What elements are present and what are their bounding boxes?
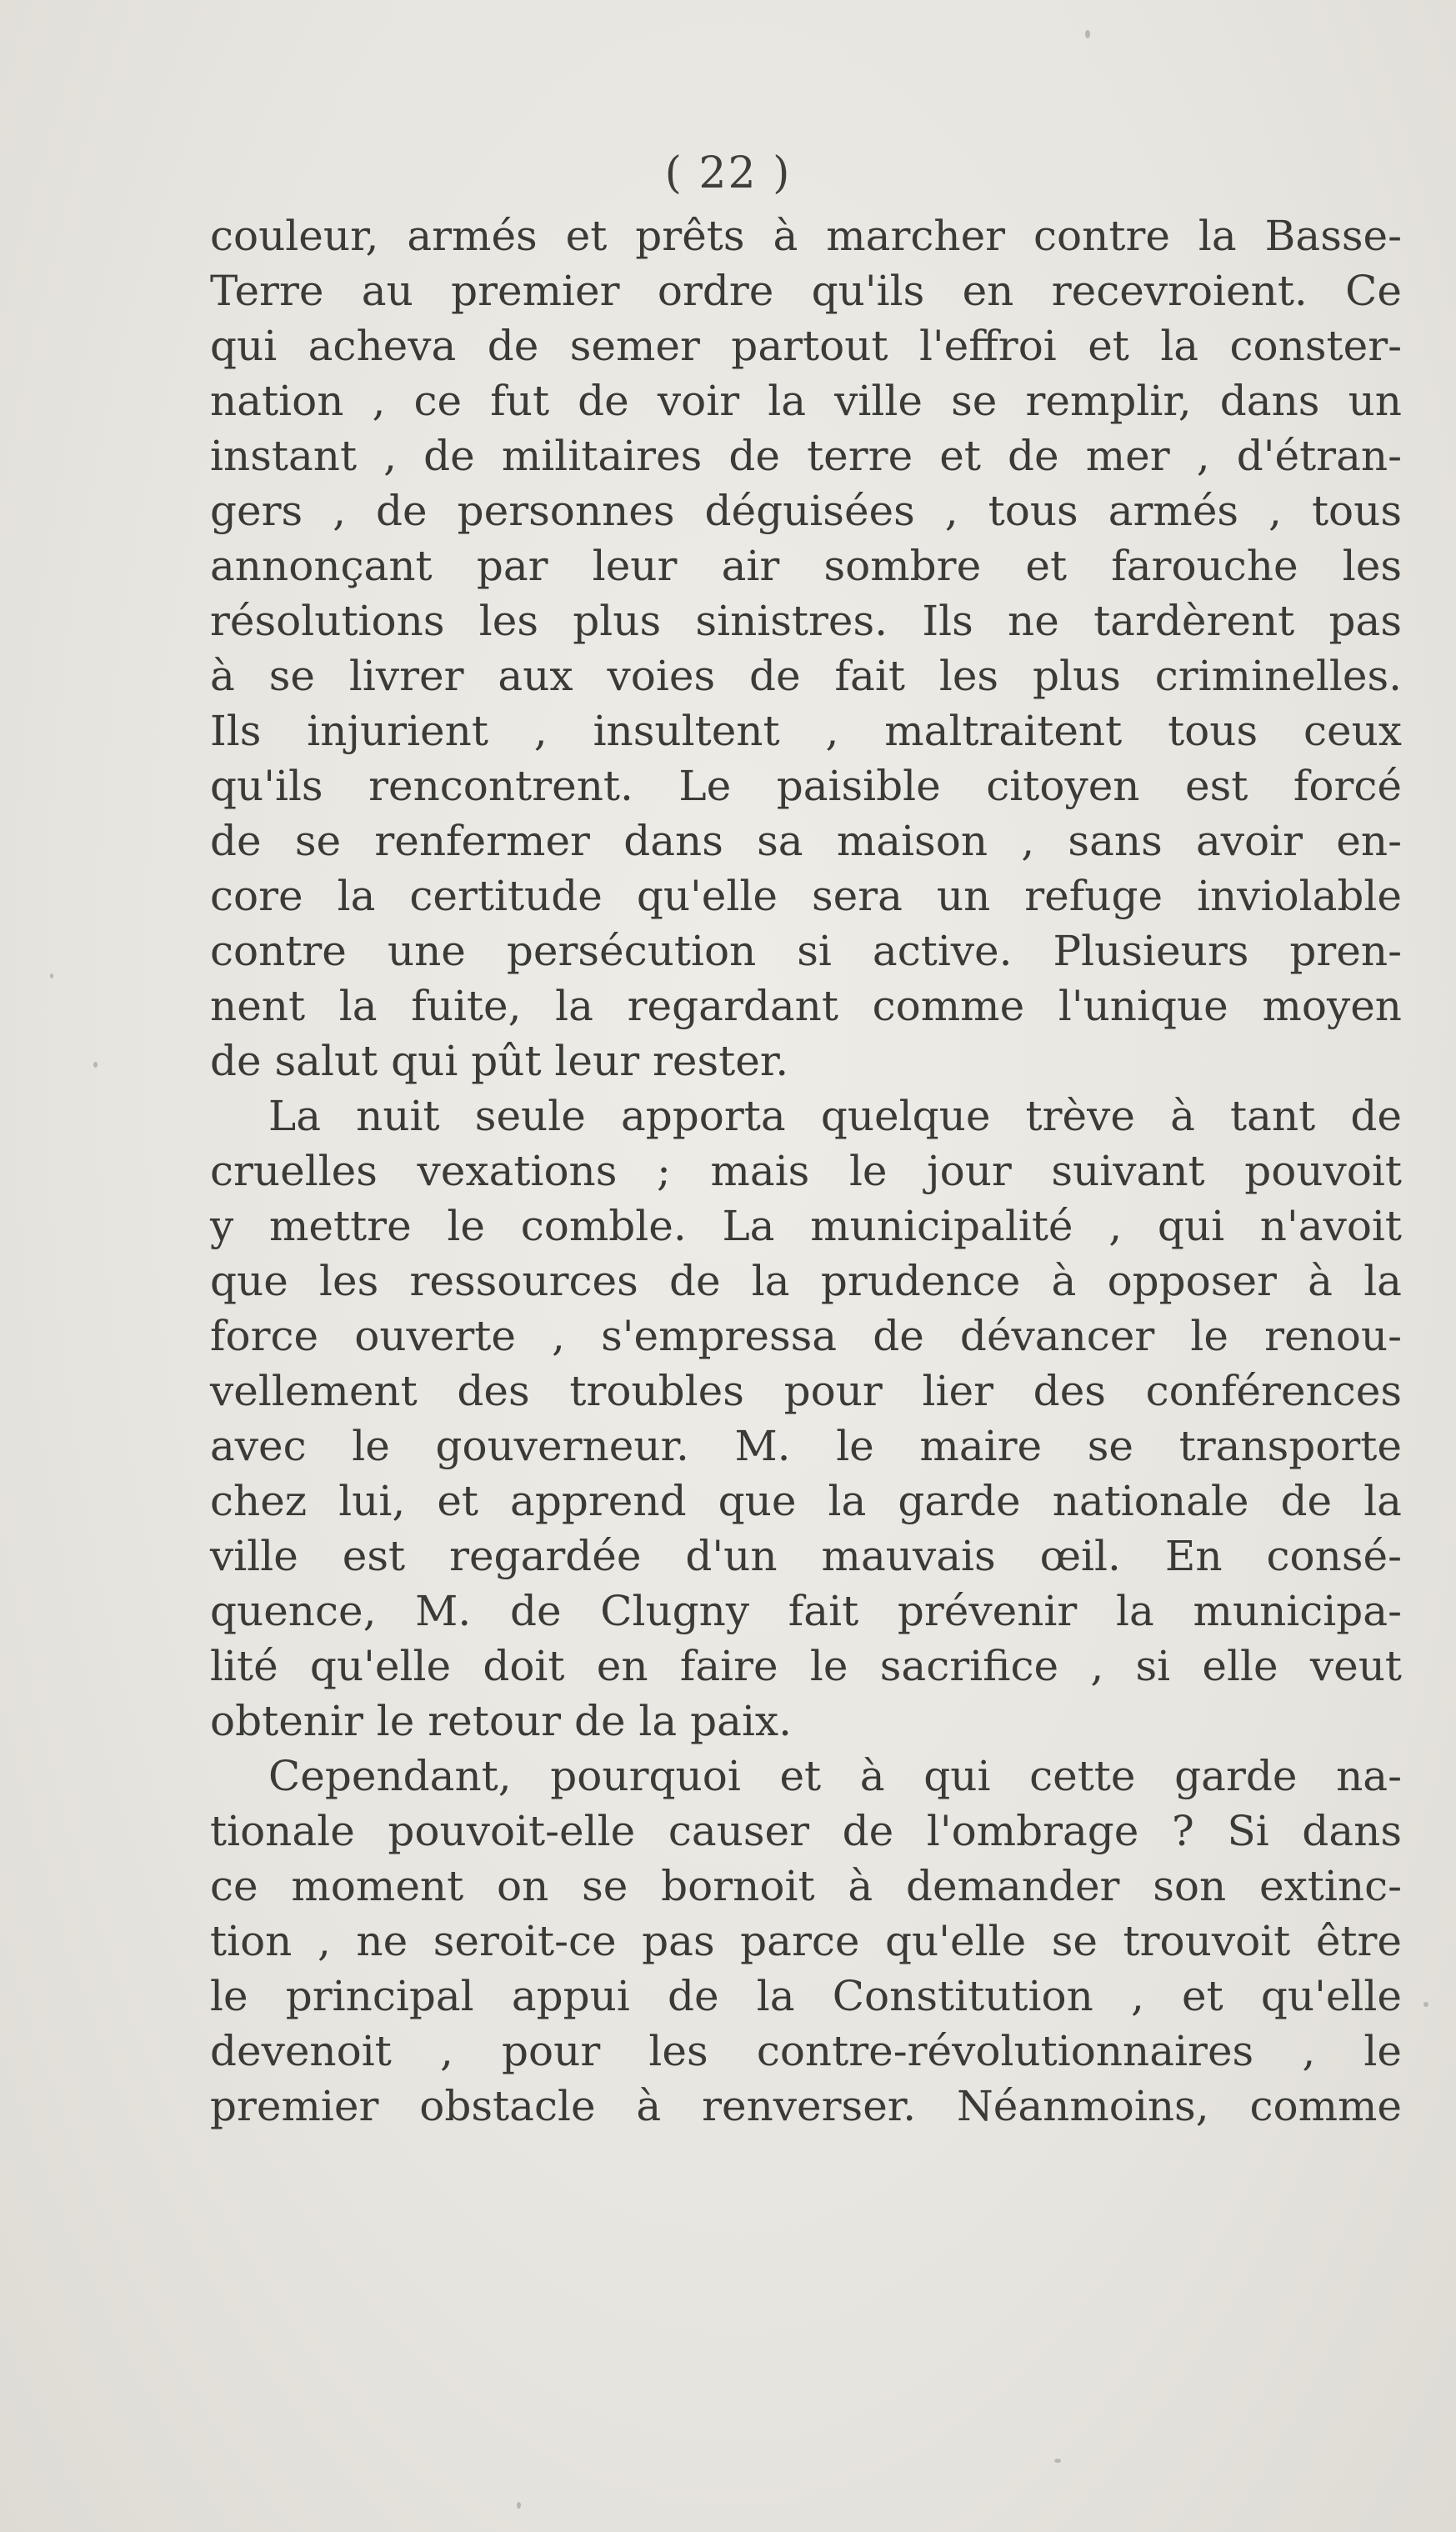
text-line: nation , ce fut de voir la ville se remplir, dans un <box>210 377 1402 425</box>
text-line: Terre au premier ordre qu'ils en recevroient. Ce <box>210 267 1402 315</box>
paper-speck <box>50 973 53 978</box>
text-line: que les ressources de la prudence à opposer à la <box>210 1257 1402 1305</box>
text-line: qui acheva de semer partout l'effroi et la conster- <box>210 322 1402 370</box>
paper-speck <box>1054 2459 1061 2463</box>
text-line: cruelles vexations ; mais le jour suivant pouvoit <box>210 1147 1402 1195</box>
text-line: devenoit , pour les contre-révolutionnaires , le <box>210 2027 1402 2075</box>
text-line: force ouverte , s'empressa de dévancer le renou- <box>210 1312 1402 1360</box>
text-line: le principal appui de la Constitution , et qu'elle <box>210 1972 1402 2020</box>
text-line: obtenir le retour de la paix. <box>210 1697 793 1745</box>
text-line: Cependant, pourquoi et à qui cette garde na- <box>268 1752 1402 1800</box>
paper-speck <box>1423 2002 1428 2007</box>
text-line: à se livrer aux voies de fait les plus criminelles. <box>210 652 1402 700</box>
text-line: qu'ils rencontrent. Le paisible citoyen est forcé <box>210 762 1402 810</box>
text-line: instant , de militaires de terre et de mer , d'étran- <box>210 432 1402 480</box>
text-line: ville est regardée d'un mauvais œil. En consé- <box>210 1532 1402 1580</box>
text-line: quence, M. de Clugny fait prévenir la municipa- <box>210 1587 1402 1635</box>
text-line: tionale pouvoit-elle causer de l'ombrage ? Si dans <box>210 1807 1402 1855</box>
text-line: La nuit seule apporta quelque trève à tant de <box>268 1092 1402 1140</box>
paper-speck <box>93 1062 98 1068</box>
text-line: premier obstacle à renverser. Néanmoins, comme <box>210 2082 1402 2130</box>
text-line: annonçant par leur air sombre et farouche les <box>210 542 1402 590</box>
text-line: avec le gouverneur. M. le maire se transporte <box>210 1422 1402 1470</box>
text-line: chez lui, et apprend que la garde nationale de la <box>210 1477 1402 1525</box>
text-line: core la certitude qu'elle sera un refuge inviolable <box>210 872 1402 920</box>
text-line: de salut qui pût leur rester. <box>210 1037 789 1085</box>
text-line: Ils injurient , insultent , maltraitent tous ceux <box>210 707 1402 755</box>
paper-speck <box>517 2502 521 2509</box>
text-line: résolutions les plus sinistres. Ils ne tardèrent pas <box>210 597 1402 645</box>
body-text <box>210 208 1402 2134</box>
text-line: de se renfermer dans sa maison , sans avoir en- <box>210 817 1402 865</box>
text-line: nent la fuite, la regardant comme l'unique moyen <box>210 982 1402 1030</box>
text-line: ce moment on se bornoit à demander son extinc- <box>210 1862 1402 1910</box>
text-line: y mettre le comble. La municipalité , qui n'avoit <box>210 1202 1402 1250</box>
paper-speck <box>1085 30 1090 38</box>
text-line: tion , ne seroit-ce pas parce qu'elle se trouvoit être <box>210 1917 1402 1965</box>
text-line: gers , de personnes déguisées , tous armés , tous <box>210 487 1402 535</box>
text-line: vellement des troubles pour lier des conférences <box>210 1367 1402 1415</box>
text-line: contre une persécution si active. Plusieurs pren- <box>210 927 1402 975</box>
text-line: lité qu'elle doit en faire le sacrifice , si elle veut <box>210 1642 1402 1690</box>
page-number: ( 22 ) <box>664 148 792 198</box>
text-line: couleur, armés et prêts à marcher contre la Basse- <box>210 212 1402 260</box>
